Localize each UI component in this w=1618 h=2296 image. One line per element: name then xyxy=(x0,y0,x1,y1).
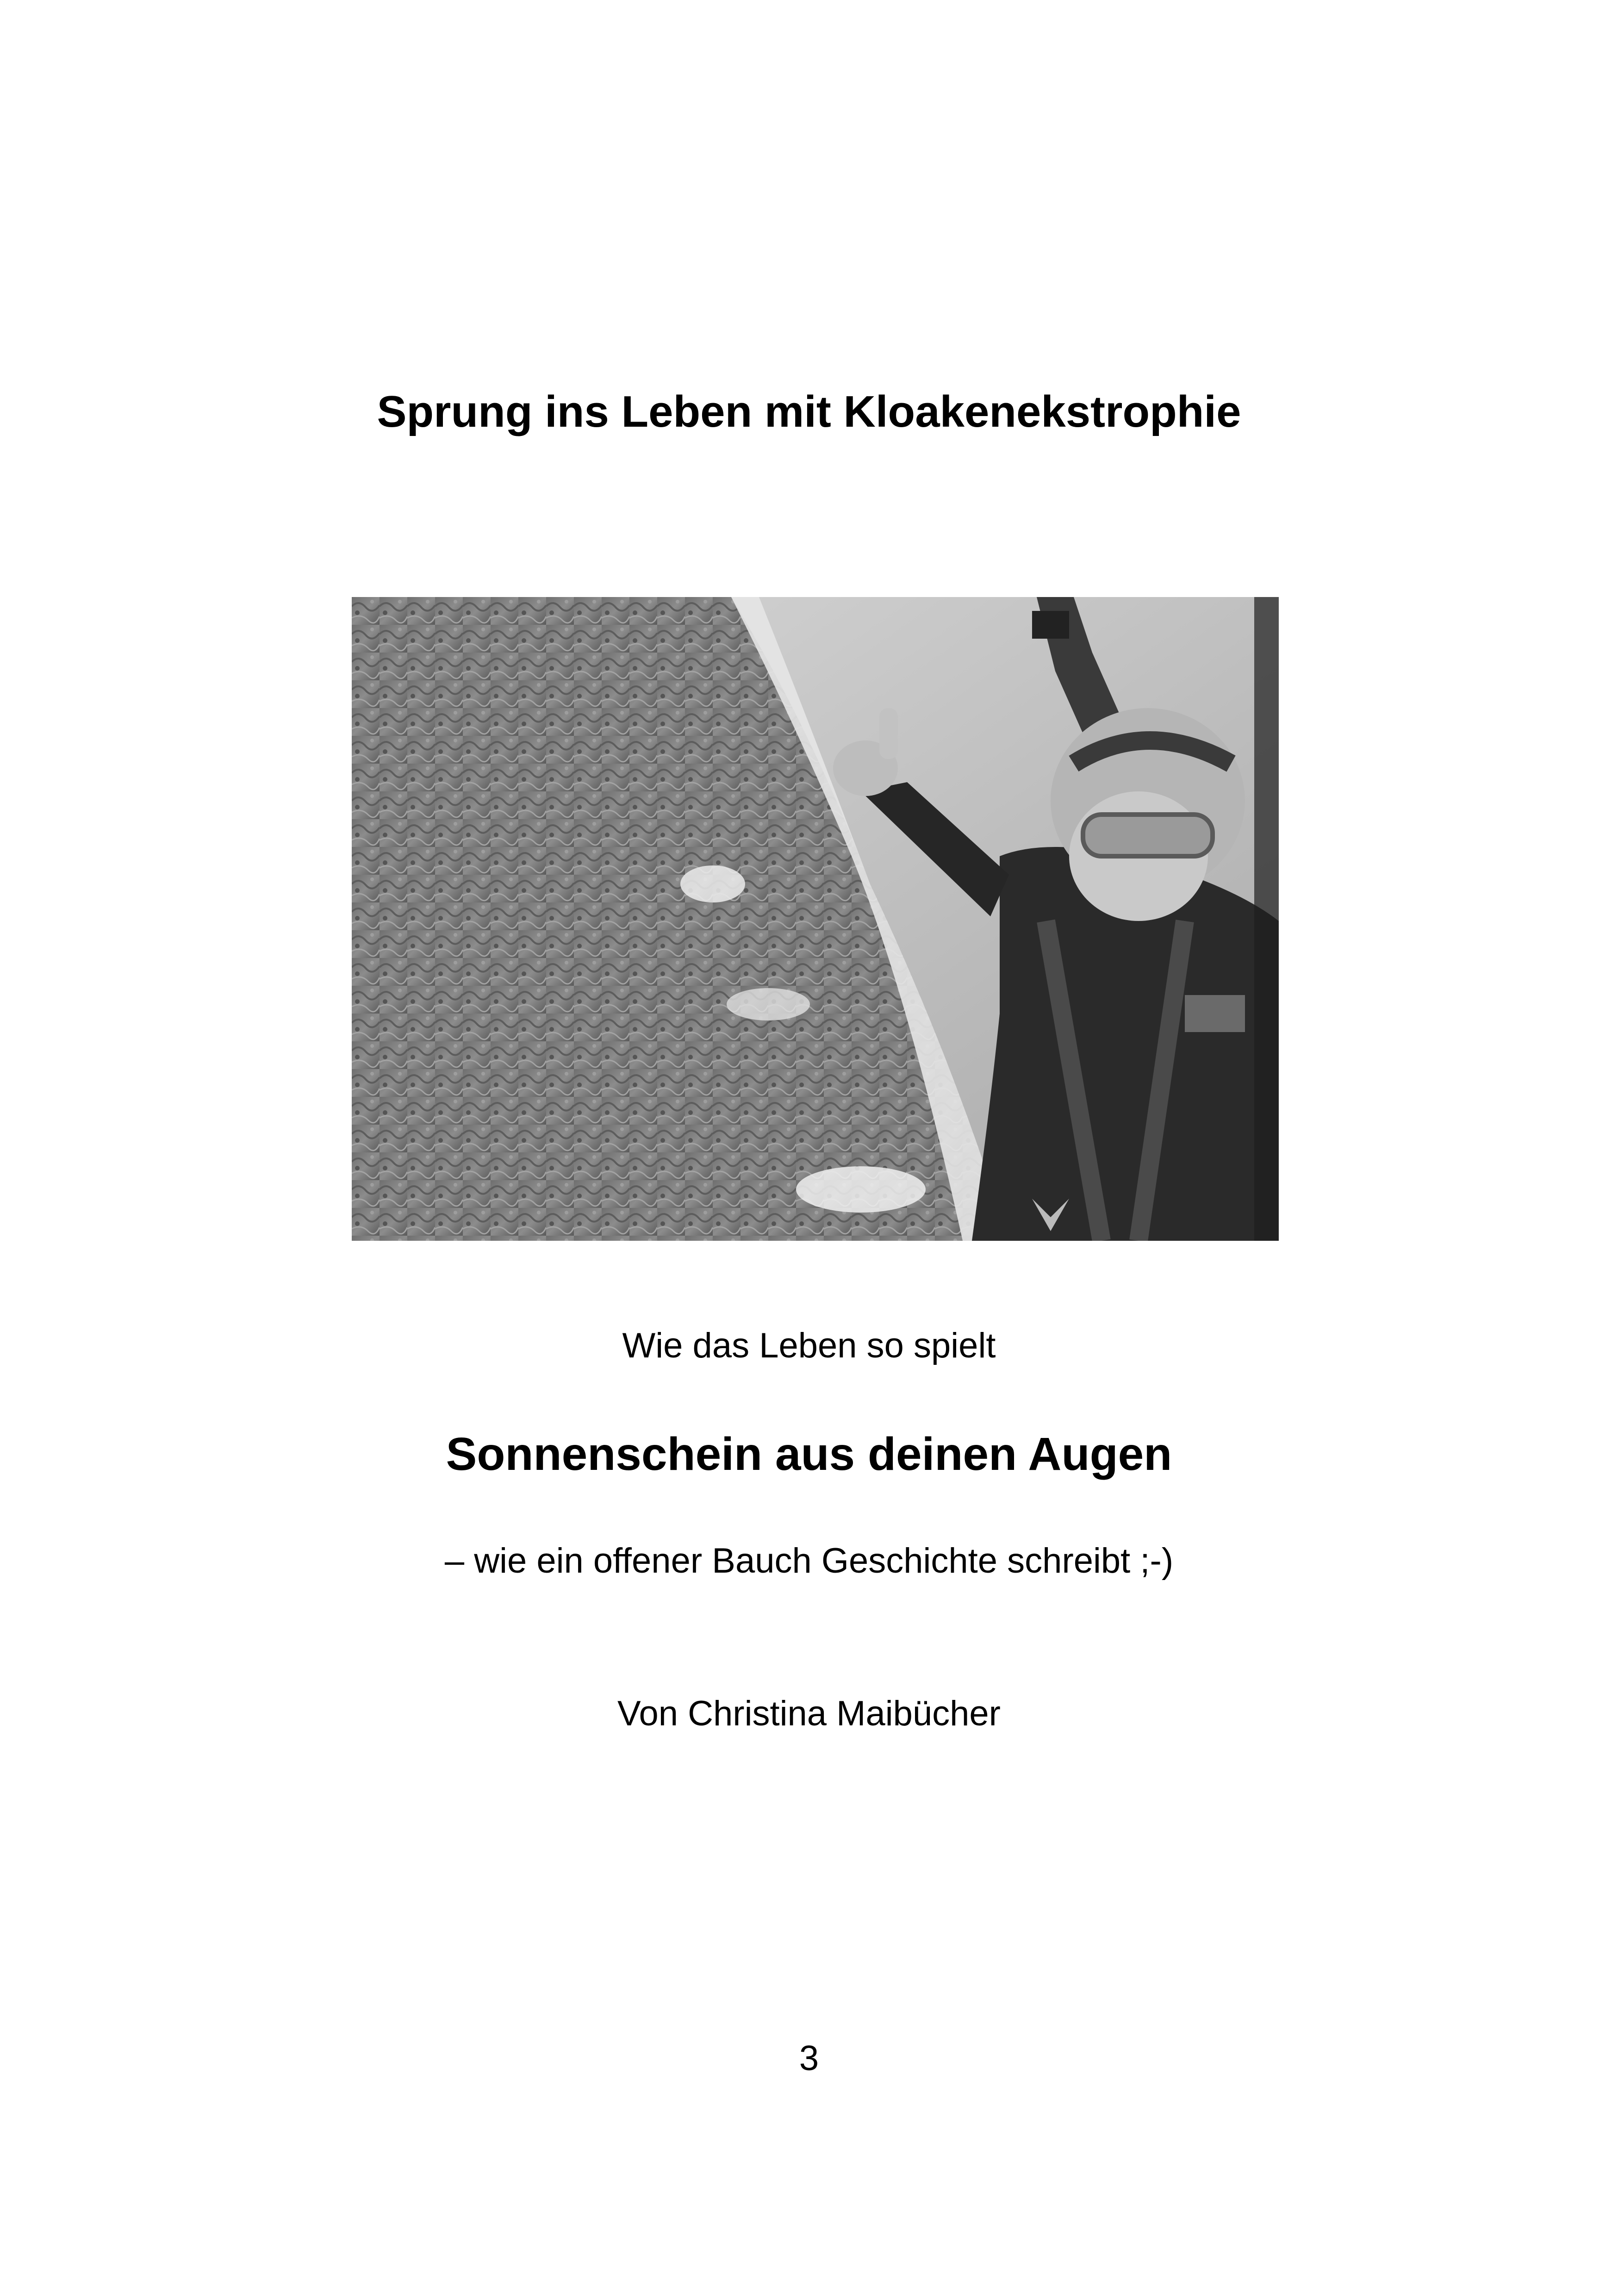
skydiving-photo xyxy=(352,597,1279,1241)
tagline: – wie ein offener Bauch Geschichte schreibt ;-) xyxy=(444,1541,1174,1580)
skydiver-illustration xyxy=(352,597,1279,1241)
subtitle: Wie das Leben so spielt xyxy=(622,1326,996,1365)
page-number: 3 xyxy=(799,2039,819,2078)
author-line: Von Christina Maibücher xyxy=(617,1694,1001,1733)
book-title: Sprung ins Leben mit Kloakenekstrophie xyxy=(377,387,1241,436)
section-heading: Sonnenschein aus deinen Augen xyxy=(446,1428,1172,1480)
